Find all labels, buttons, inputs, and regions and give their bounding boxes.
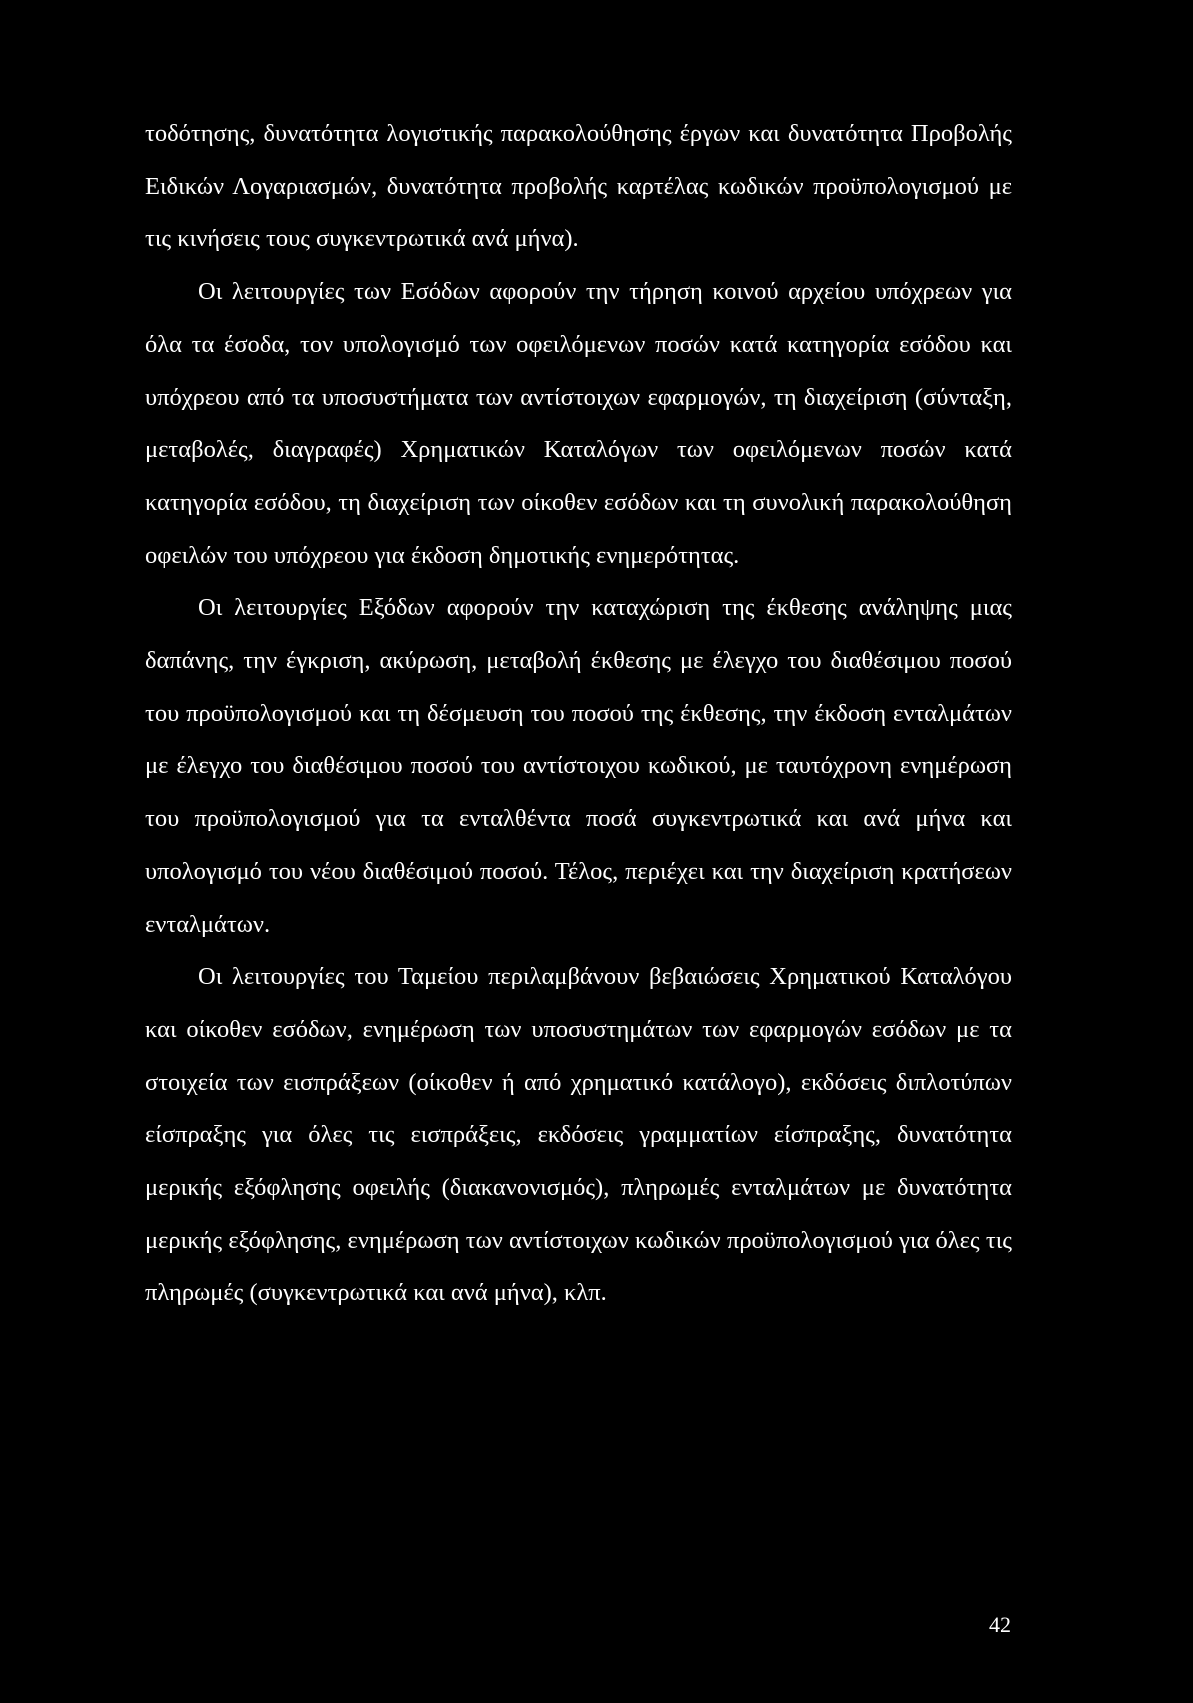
paragraph-revenues: Οι λειτουργίες των Εσόδων αφορούν την τήρηση κοινού αρχείου υπόχρεων για όλα τα έσοδα, τον υπολογισμό των οφειλόμενων ποσών κατά κατηγορία εσόδου και υπόχρεου από τα υποσυστήματα των αντίστοιχων εφαρμογών, τη διαχείριση (σύνταξη, μεταβολές, διαγραφές) Χρηματικών Καταλόγων των οφειλόμενων ποσών κατά κατηγορία εσόδου, τη διαχείριση των οίκοθεν εσόδων και τη συνολική παρακολούθηση οφειλών του υπόχρεου για έκδοση δημοτικής ενημερότητας. xyxy=(145,278,1012,569)
page-number: 42 xyxy=(989,1612,1011,1637)
paragraph-treasury: Οι λειτουργίες του Ταμείου περιλαμβάνουν βεβαιώσεις Χρηματικού Καταλόγου και οίκοθεν εσόδων, ενημέρωση των υποσυστημάτων των εφαρμογών εσόδων με τα στοιχεία των εισπράξεων (οίκοθεν ή από χρηματικό κατάλογο), εκδόσεις διπλοτύπων είσπραξης για όλες τις εισπράξεις, εκδόσεις γραμματίων είσπραξης, δυνατότητα μερικής εξόφλησης οφειλής (διακανονισμός), πληρωμές ενταλμάτων με δυνατότητα μερικής εξόφλησης, ενημέρωση των αντίστοιχων κωδικών προϋπολογισμού για όλες τις πληρωμές (συγκεντρωτικά και ανά μήνα), κλπ. xyxy=(145,963,1012,1307)
paragraph-expenses: Οι λειτουργίες Εξόδων αφορούν την καταχώριση της έκθεσης ανάληψης μιας δαπάνης, την έγκριση, ακύρωση, μεταβολή έκθεσης με έλεγχο του διαθέσιμου ποσού του προϋπολογισμού και τη δέσμευση του ποσού της έκθεσης, την έκδοση ενταλμάτων με έλεγχο του διαθέσιμου ποσού του αντίστοιχου κωδικού, με ταυτόχρονη ενημέρωση του προϋπολογισμού για τα ενταλθέντα ποσά συγκεντρωτικά και ανά μήνα και υπολογισμό του νέου διαθέσιμού ποσού. Τέλος, περιέχει και την διαχείριση κρατήσεων ενταλμάτων. xyxy=(145,594,1012,938)
document-body xyxy=(145,108,1012,1320)
paragraph-continuation: τοδότησης, δυνατότητα λογιστικής παρακολούθησης έργων και δυνατότητα Προβολής Ειδικών Λογαριασμών, δυνατότητα προβολής καρτέλας κωδικών προϋπολογισμού με τις κινήσεις τους συγκεντρωτικά ανά μήνα). xyxy=(145,120,1012,253)
